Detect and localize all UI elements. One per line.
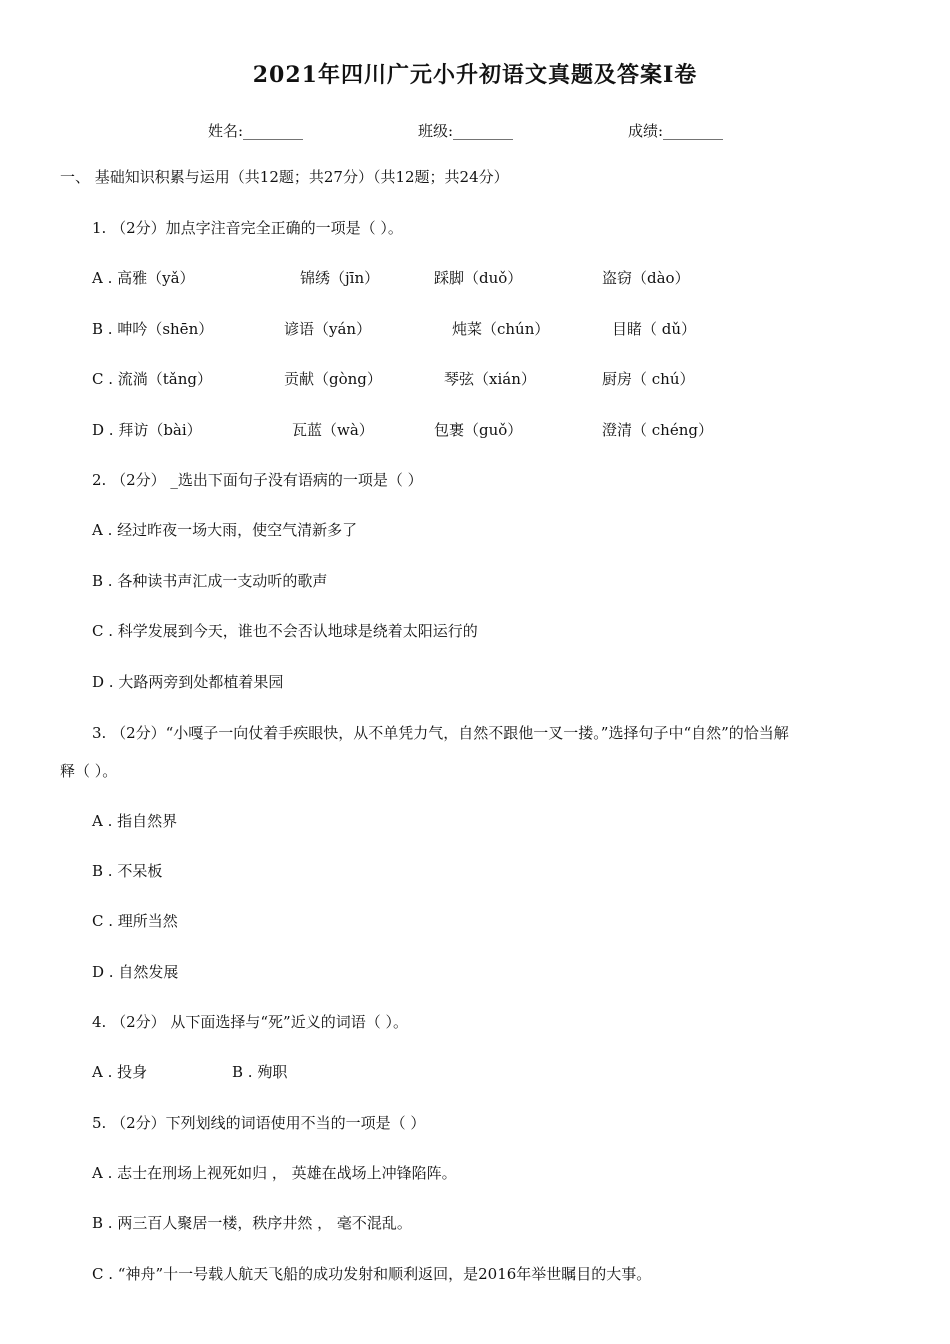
q5-option-a: A . 志士在刑场上视死如归 ， 英雄在战场上冲锋陷阵。 (92, 1164, 457, 1182)
q1-option-b-word-2: 谚语（yán） (284, 320, 372, 338)
q1-option-c-word-4: 厨房（ chú） (602, 370, 695, 388)
q1-option-b-word-4: 目睹（ dǔ） (612, 320, 697, 338)
page-title: 2021年四川广元小升初语文真题及答案I卷 (252, 62, 698, 88)
q4-option-a: A . 投身 (92, 1063, 148, 1081)
score-field: 成绩:________ (628, 122, 724, 140)
q3-option-c: C . 理所当然 (92, 912, 178, 930)
q5-option-b: B . 两三百人聚居一楼，秩序井然 ， 毫不混乱。 (92, 1214, 412, 1232)
question-4-stem: 4. （2分） 从下面选择与“死”近义的词语（ ）。 (92, 1013, 408, 1031)
q1-option-d-word-2: 瓦蓝（wà） (292, 421, 374, 439)
q4-option-b: B . 殉职 (232, 1063, 288, 1081)
q5-option-c: C . “神舟”十一号载人航天飞船的成功发射和顺利返回，是2016年举世瞩目的大事。 (92, 1265, 652, 1283)
class-field: 班级:________ (418, 122, 514, 140)
q1-option-a-word-4: 盗窃（dào） (602, 269, 690, 287)
question-3-stem: 3. （2分）“小嘎子一向仗着手疾眼快，从不单凭力气，自然不跟他一叉一搂。”选择句子中“自然”的恰当解 (92, 724, 789, 742)
question-2-stem: 2. （2分） _选出下面句子没有语病的一项是（ ） (92, 471, 423, 489)
q1-option-d-word-3: 包裹（guǒ） (434, 421, 523, 439)
section-heading: 一、 基础知识积累与运用（共12题；共27分）（共12题；共24分） (60, 168, 509, 186)
question-1-stem: 1. （2分）加点字注音完全正确的一项是（ ）。 (92, 219, 403, 237)
name-field: 姓名:________ (208, 122, 304, 140)
q1-option-c-word-2: 贡献（gòng） (284, 370, 382, 388)
q2-option-d: D . 大路两旁到处都植着果园 (92, 673, 284, 691)
q3-option-a: A . 指自然界 (92, 812, 178, 830)
q3-option-d: D . 自然发展 (92, 963, 179, 981)
q3-option-b: B . 不呆板 (92, 862, 163, 880)
q1-option-b: B . 呻吟（shēn） (92, 320, 214, 338)
q1-option-a-word-2: 锦绣（jīn） (300, 269, 380, 287)
q1-option-d: D . 拜访（bài） (92, 421, 202, 439)
question-3-stem-continued: 释（ ）。 (60, 762, 118, 780)
q1-option-c-word-3: 琴弦（xián） (444, 370, 536, 388)
q2-option-b: B . 各种读书声汇成一支动听的歌声 (92, 572, 328, 590)
q2-option-c: C . 科学发展到今天，谁也不会否认地球是绕着太阳运行的 (92, 622, 478, 640)
q1-option-d-word-4: 澄清（ chéng） (602, 421, 713, 439)
q1-option-a: A . 高雅（yǎ） (92, 269, 195, 287)
q1-option-a-word-3: 踩脚（duǒ） (434, 269, 523, 287)
q2-option-a: A . 经过昨夜一场大雨，使空气清新多了 (92, 521, 358, 539)
question-5-stem: 5. （2分）下列划线的词语使用不当的一项是（ ） (92, 1114, 426, 1132)
q1-option-b-word-3: 炖菜（chún） (452, 320, 550, 338)
q1-option-c: C . 流淌（tǎng） (92, 370, 213, 388)
